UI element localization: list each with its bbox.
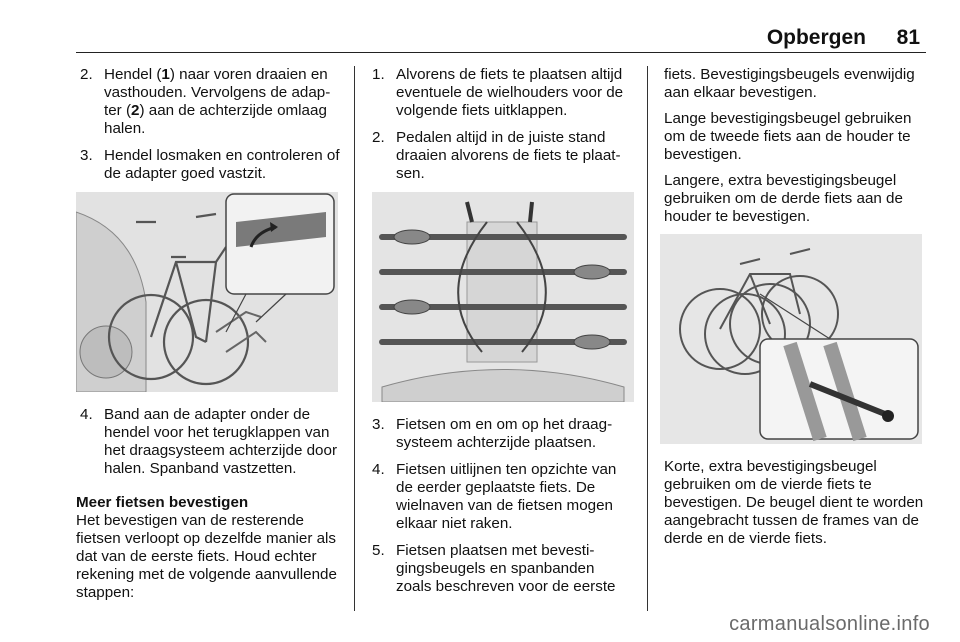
section-title: Opbergen — [766, 26, 866, 49]
subheading: Meer fietsen bevestigen — [76, 494, 249, 511]
column-divider-1 — [354, 66, 355, 611]
paragraph: Lange bevestigingsbeugel gebruiken om de tweede fiets aan de houder te bevestigen. — [664, 110, 912, 163]
list-item: 2. Pedalen altijd in de juiste stand draaien alvorens de fiets te plaatsen. — [372, 129, 621, 182]
mounting-bracket-illustration — [660, 234, 922, 444]
list-item: 4. Fietsen uitlijnen ten opzichte van de eerder geplaatste fiets. De wielnaven van de fietsen mogen elkaar niet raken. — [372, 461, 617, 532]
column-divider-2 — [647, 66, 648, 611]
list-item: 3. Hendel losmaken en controleren of de adapter goed vastzit. — [80, 147, 340, 182]
list-item: 5. Fietsen plaatsen met bevestigingsbeugels en spanbanden zoals beschreven voor de eerste — [372, 542, 616, 595]
watermark: carmanualsonline.info — [729, 613, 930, 635]
steps-list-c — [372, 66, 634, 183]
column-3 — [664, 66, 926, 556]
page-number: 81 — [896, 26, 920, 49]
steps-list-b — [80, 406, 340, 478]
paragraph: fiets. Bevestigingsbeugels evenwijdig aan elkaar bevestigen. — [664, 66, 915, 101]
list-item: 3. Fietsen om en om op het draagsysteem achterzijde plaatsen. — [372, 416, 613, 451]
page-header — [76, 26, 926, 53]
steps-list-d — [372, 416, 634, 596]
list-item: 4. Band aan de adapter onder de hendel voor het terugklappen van het draagsysteem achterzijde door halen. Spanband vastzetten. — [80, 406, 338, 477]
steps-list-a — [80, 66, 340, 183]
column-2 — [372, 66, 634, 605]
list-item: 1. Alvorens de fiets te plaatsen altijd eventuele de wielhouders voor de volgende fiets uitklappen. — [372, 66, 624, 119]
intro-paragraph: Het bevestigen van de resterende fietsen verloopt op dezelfde manier als dat van de eerste fiets. Houd echter rekening met de volgende aanvullende stappen: — [76, 512, 337, 601]
paragraph: Langere, extra bevestigingsbeugel gebruiken om de derde fiets aan de houder te bevestigen. — [664, 172, 903, 225]
list-item: 2. Hendel (1) naar voren draaien en vasthouden. Vervolgens de adapter (2) aan de achterzijde omlaag halen. — [80, 66, 331, 137]
column-1 — [76, 66, 340, 610]
bike-adapter-illustration — [76, 192, 338, 392]
paragraph: Korte, extra bevestigingsbeugel gebruiken om de vierde fiets te bevestigen. De beugel dient te worden aangebracht tussen de frames van de derde en de vierde fiets. — [664, 458, 924, 547]
bike-rack-top-view-illustration — [372, 192, 634, 402]
